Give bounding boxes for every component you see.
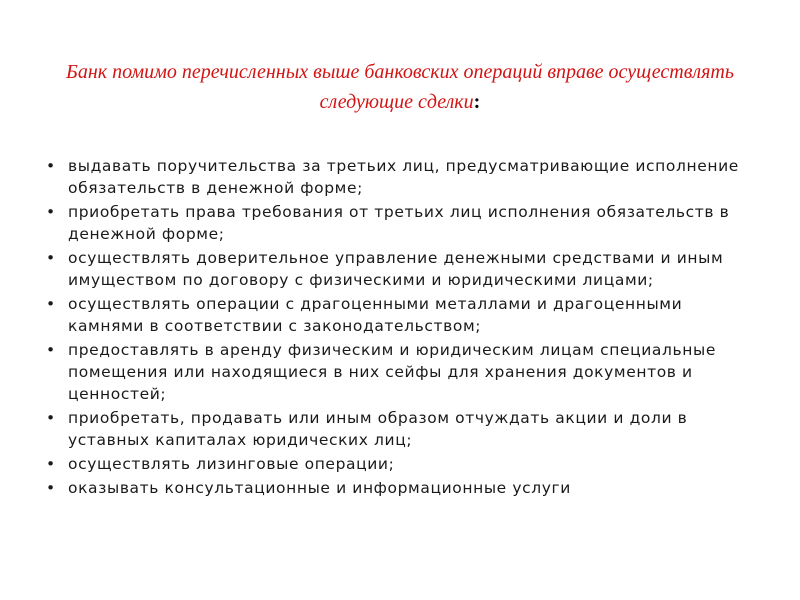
list-item <box>46 339 756 405</box>
list-item-text: оказывать консультационные и информационные услуги <box>68 479 571 497</box>
list-item <box>46 247 756 291</box>
list-item-text: приобретать, продавать или иным образом отчуждать акции и доли в уставных капиталах юридических лиц; <box>68 409 688 449</box>
bullet-icon: • <box>46 409 56 427</box>
list-item-text: приобретать права требования от третьих лиц исполнения обязательств в денежной форме; <box>68 203 730 243</box>
list-item <box>46 453 756 475</box>
list-item <box>46 293 756 337</box>
slide-title-text: Банк помимо перечисленных выше банковских операций вправе осуществлять следующие сделки <box>66 61 734 113</box>
slide-title <box>60 57 740 117</box>
list-item <box>46 477 756 499</box>
bullet-icon: • <box>46 479 56 497</box>
slide-title-colon: : <box>473 91 481 113</box>
bullet-icon: • <box>46 341 56 359</box>
list-item-text: осуществлять доверительное управление денежными средствами и иным имуществом по договору с физическими и юридическими лицами; <box>68 249 724 289</box>
list-item-text: осуществлять операции с драгоценными металлами и драгоценными камнями в соответствии с законодательством; <box>68 295 683 335</box>
bullet-icon: • <box>46 455 56 473</box>
list-item-text: осуществлять лизинговые операции; <box>68 455 395 473</box>
bullet-icon: • <box>46 203 56 221</box>
bullet-icon: • <box>46 157 56 175</box>
list-item-text: выдавать поручительства за третьих лиц, предусматривающие исполнение обязательств в денежной форме; <box>68 157 739 197</box>
list-item-text: предоставлять в аренду физическим и юридическим лицам специальные помещения или находящиеся в них сейфы для хранения документов и ценностей; <box>68 341 716 403</box>
bullet-list <box>46 155 756 501</box>
list-item <box>46 201 756 245</box>
list-item <box>46 155 756 199</box>
bullet-icon: • <box>46 295 56 313</box>
list-item <box>46 407 756 451</box>
bullet-icon: • <box>46 249 56 267</box>
